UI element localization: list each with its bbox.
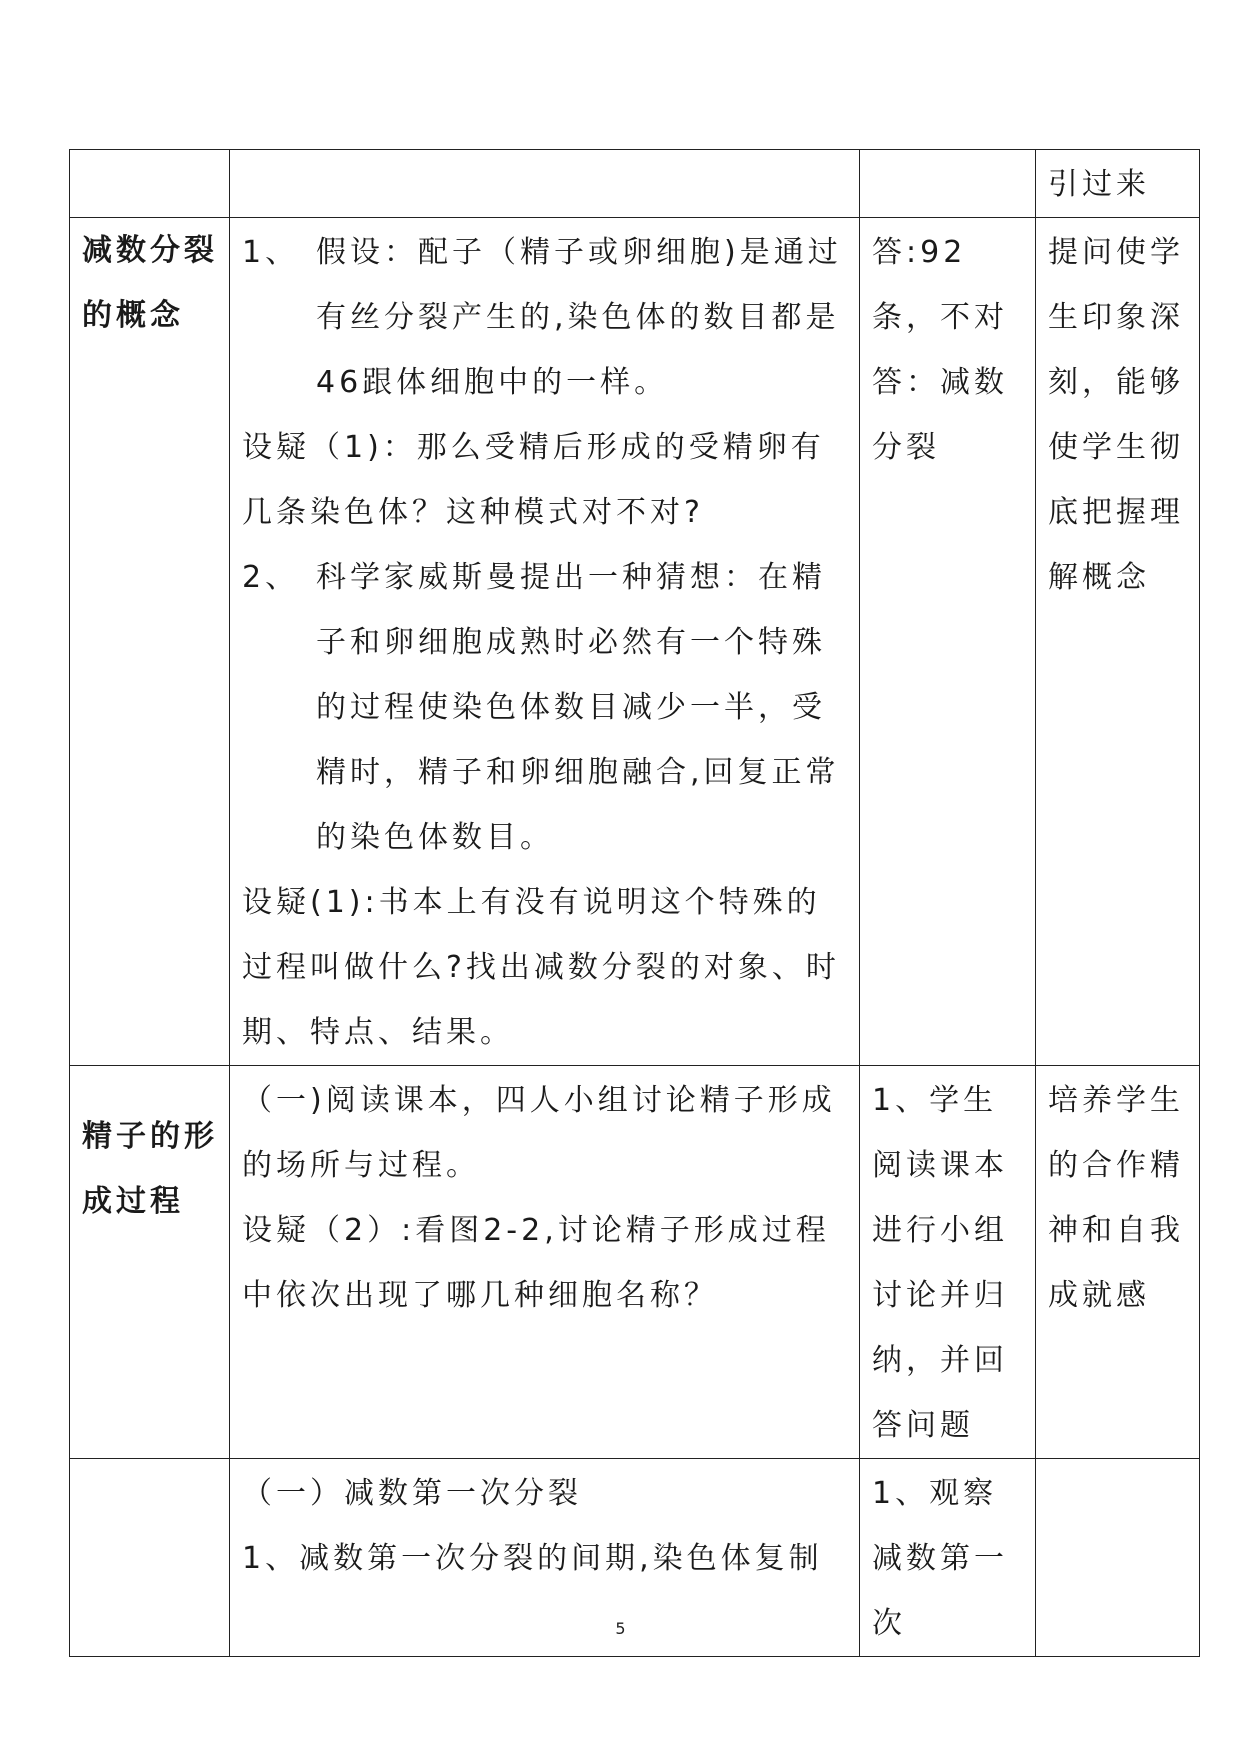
lesson-plan-table <box>69 149 1200 1657</box>
design-purpose-text: 提问使学生印象深刻，能够使学生彻底把握理解概念 <box>1048 235 1184 595</box>
page-number: 5 <box>615 1619 626 1638</box>
student-activity-cell <box>860 218 1036 1066</box>
table-row <box>70 150 1200 218</box>
student-activity-text: 答:92条，不对 答：减数分裂 <box>872 235 1008 465</box>
design-purpose-cell <box>1036 1066 1200 1459</box>
table-row <box>70 1066 1200 1459</box>
topic-cell <box>70 1066 230 1459</box>
student-activity-text: 1、学生阅读课本进行小组讨论并归纳，并回答问题 <box>872 1083 1008 1443</box>
item-text: 假设：配子（精子或卵细胞)是通过有丝分裂产生的,染色体的数目都是46跟体细胞中的一样。 <box>316 235 842 400</box>
list-item <box>242 545 849 870</box>
content-cell <box>230 218 860 1066</box>
item-number: 2、 <box>242 560 300 595</box>
topic-cell <box>70 150 230 218</box>
item-text: 科学家威斯曼提出一种猜想：在精子和卵细胞成熟时必然有一个特殊的过程使染色体数目减少一半，受精时，精子和卵细胞融合,回复正常的染色体数目。 <box>316 560 840 855</box>
list-item <box>242 220 849 415</box>
item-number: 1、 <box>242 235 300 270</box>
topic-label: 减数分裂的概念 <box>82 233 218 333</box>
student-activity-cell <box>860 150 1036 218</box>
design-purpose-text <box>1036 1459 1199 1461</box>
content-paragraph: （一)阅读课本，四人小组讨论精子形成的场所与过程。 <box>242 1083 836 1183</box>
content-cell <box>230 150 860 218</box>
topic-cell <box>70 218 230 1066</box>
design-purpose-text: 引过来 <box>1048 167 1150 202</box>
question-text: 设疑（1)：那么受精后形成的受精卵有几条染色体？这种模式对不对? <box>242 430 825 530</box>
section-heading: （一）减数第一次分裂 <box>242 1476 582 1511</box>
question-text: 设疑(1):书本上有没有说明这个特殊的过程叫做什么?找出减数分裂的对象、时期、特点、结果。 <box>242 885 840 1050</box>
question-text: 设疑（2）:看图2-2,讨论精子形成过程中依次出现了哪几种细胞名称？ <box>242 1213 830 1313</box>
content-cell <box>230 1066 860 1459</box>
design-purpose-text: 培养学生的合作精神和自我成就感 <box>1048 1083 1184 1313</box>
topic-label: 精子的形成过程 <box>82 1119 218 1219</box>
student-activity-text: 1、观察减数第一次 <box>872 1476 1008 1641</box>
design-purpose-cell <box>1036 218 1200 1066</box>
design-purpose-cell <box>1036 150 1200 218</box>
student-activity-cell <box>860 1066 1036 1459</box>
content-paragraph: 1、减数第一次分裂的间期,染色体复制 <box>242 1541 823 1576</box>
table-row <box>70 218 1200 1066</box>
